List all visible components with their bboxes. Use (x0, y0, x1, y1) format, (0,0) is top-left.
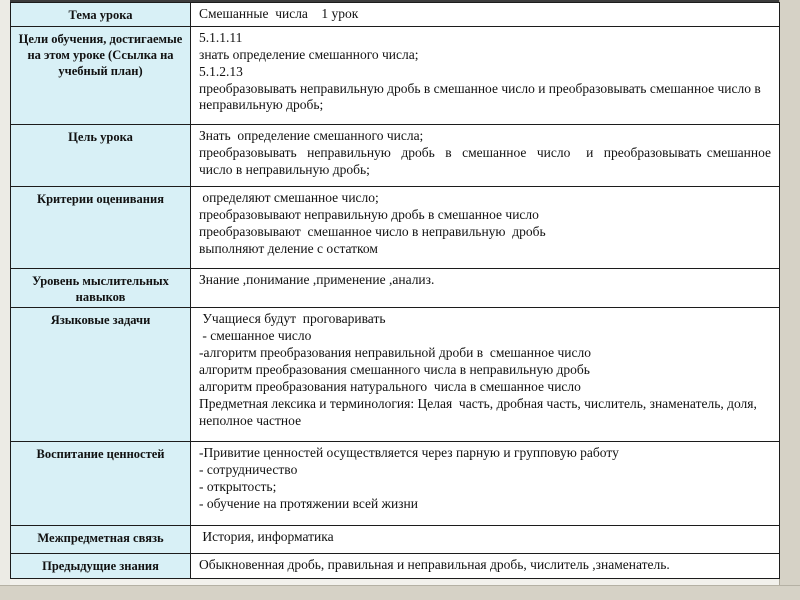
row-content-cell (191, 442, 779, 525)
content-line: Смешанные числа 1 урок (199, 6, 359, 21)
content-line: алгоритм преобразования смешанного числа в неправильную дробь (199, 362, 590, 377)
content-line: преобразовывают неправильную дробь в смешанное число (199, 206, 539, 222)
content-line: - открытость; (199, 479, 277, 495)
content-line: Предметная лексика и терминология: Целая часть, дробная часть, числитель, знаменатель, доля, неполное частное (199, 395, 761, 428)
table-row-language-objectives (11, 308, 779, 442)
content-line: - смешанное число (199, 328, 312, 344)
table-row-prior-knowledge (11, 554, 779, 578)
content-line: знать определение смешанного числа; (199, 46, 419, 62)
content-line: алгоритм преобразования натурального числа в смешанное число (199, 378, 581, 394)
row-header-cell: Цели обучения, достигаемые на этом уроке (Ссылка на учебный план) (11, 27, 191, 124)
content-line: Знать определение смешанного числа; (199, 127, 424, 143)
row-header-cell: Критерии оценивания (11, 187, 191, 268)
slide-frame-bottom (0, 585, 800, 600)
table-row-learning-objectives (11, 27, 779, 125)
content-line: выполняют деление с остатком (199, 240, 378, 256)
row-header-cell: Цель урока (11, 125, 191, 186)
row-header-cell: Воспитание ценностей (11, 442, 191, 525)
content-line: История, информатика (199, 529, 334, 545)
content-line: 5.1.2.13 (199, 63, 243, 79)
row-content-cell (191, 308, 779, 441)
row-header-cell: Предыдущие знания (11, 554, 191, 578)
row-header-cell: Межпредметная связь (11, 526, 191, 553)
lesson-plan-table (10, 2, 780, 579)
content-line: -алгоритм преобразования неправильной дроби в смешанное число (199, 345, 591, 361)
row-content-cell (191, 3, 779, 26)
table-row-lesson-goal (11, 125, 779, 187)
row-content-cell (191, 526, 779, 553)
table-row-values (11, 442, 779, 526)
content-line: 5.1.1.11 (199, 29, 243, 45)
row-content-cell (191, 125, 779, 186)
row-content-cell (191, 269, 779, 308)
row-content-cell (191, 554, 779, 578)
content-line: преобразовывают смешанное число в неправильную дробь (199, 223, 546, 239)
table-row-thinking-skills (11, 269, 779, 309)
content-line: Учащиеся будут проговаривать (199, 311, 386, 327)
table-row-cross-subject (11, 526, 779, 554)
table-row-assessment-criteria (11, 187, 779, 269)
content-line: определяют смешанное число; (199, 189, 379, 205)
row-header-cell: Языковые задачи (11, 308, 191, 441)
row-content-cell (191, 27, 779, 124)
table-row-topic (11, 3, 779, 27)
content-line: Знание ,понимание ,применение ,анализ. (199, 271, 435, 287)
content-line: -Привитие ценностей осуществляется через парную и групповую работу (199, 445, 619, 461)
content-line: - сотрудничество (199, 462, 298, 478)
slide-frame-left (0, 0, 10, 600)
content-line: - обучение на протяжении всей жизни (199, 496, 418, 511)
row-header-cell: Тема урока (11, 3, 191, 26)
slide-frame-right (779, 0, 800, 600)
row-header-cell: Уровень мыслительных навыков (11, 269, 191, 308)
content-line: преобразовывать неправильную дробь в смешанное число и преобразовывать смешанное число в неправильную дробь; (199, 144, 775, 177)
row-content-cell (191, 187, 779, 268)
content-line: Обыкновенная дробь, правильная и неправильная дробь, числитель ,знаменатель. (199, 557, 670, 573)
content-line: преобразовывать неправильную дробь в смешанное число и преобразовывать смешанное число в неправильную дробь; (199, 80, 765, 113)
